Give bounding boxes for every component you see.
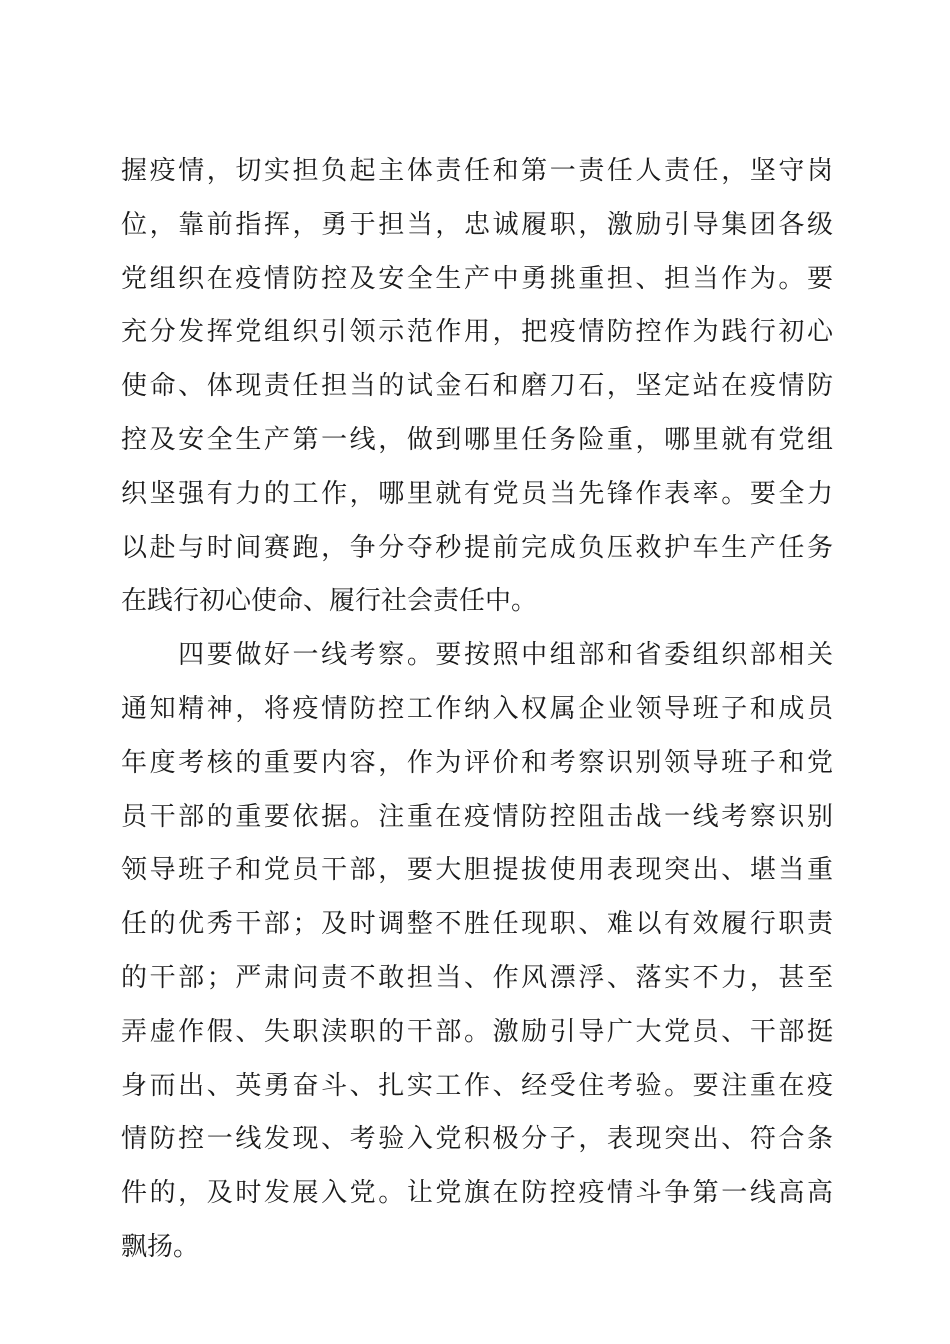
body-text — [121, 145, 833, 1275]
text-line: 握疫情，切实担负起主体责任和第一责任人责任，坚守岗 — [121, 156, 833, 186]
text-line: 任的优秀干部；及时调整不胜任现职、难以有效履行职责 — [121, 909, 833, 940]
text-line: 年度考核的重要内容，作为评价和考察识别领导班子和党 — [121, 747, 833, 778]
text-line: 领导班子和党员干部，要大胆提拔使用表现突出、堪当重 — [121, 855, 833, 886]
text-line: 通知精神，将疫情防控工作纳入权属企业领导班子和成员 — [121, 693, 833, 724]
text-line: 员干部的重要依据。注重在疫情防控阻击战一线考察识别 — [121, 801, 833, 832]
text-line: 以赴与时间赛跑，争分夺秒提前完成负压救护车生产任务 — [121, 532, 833, 563]
text-line: 件的，及时发展入党。让党旗在防控疫情斗争第一线高高 — [121, 1178, 833, 1209]
text-line: 位，靠前指挥，勇于担当，忠诚履职，激励引导集团各级 — [121, 209, 833, 240]
text-line: 情防控一线发现、考验入党积极分子，表现突出、符合条 — [121, 1124, 833, 1155]
paragraph-2 — [121, 629, 833, 1275]
text-line: 党组织在疫情防控及安全生产中勇挑重担、担当作为。要 — [121, 263, 833, 294]
text-line: 控及安全生产第一线，做到哪里任务险重，哪里就有党组 — [121, 424, 833, 455]
text-line: 充分发挥党组织引领示范作用，把疫情防控作为践行初心 — [121, 317, 833, 348]
text-line: 使命、体现责任担当的试金石和磨刀石，坚定站在疫情防 — [121, 371, 833, 402]
text-line: 织坚强有力的工作，哪里就有党员当先锋作表率。要全力 — [121, 478, 833, 509]
text-line: 身而出、英勇奋斗、扎实工作、经受住考验。要注重在疫 — [121, 1070, 833, 1101]
text-line: 弄虚作假、失职渎职的干部。激励引导广大党员、干部挺 — [121, 1016, 833, 1047]
text-line: 在践行初心使命、履行社会责任中。 — [121, 586, 538, 617]
text-line: 飘扬。 — [121, 1231, 200, 1262]
text-line: 的干部；严肃问责不敢担当、作风漂浮、落实不力，甚至 — [121, 962, 833, 993]
paragraph-1 — [121, 145, 833, 629]
text-line: 四要做好一线考察。要按照中组部和省委组织部相关 — [121, 640, 833, 671]
